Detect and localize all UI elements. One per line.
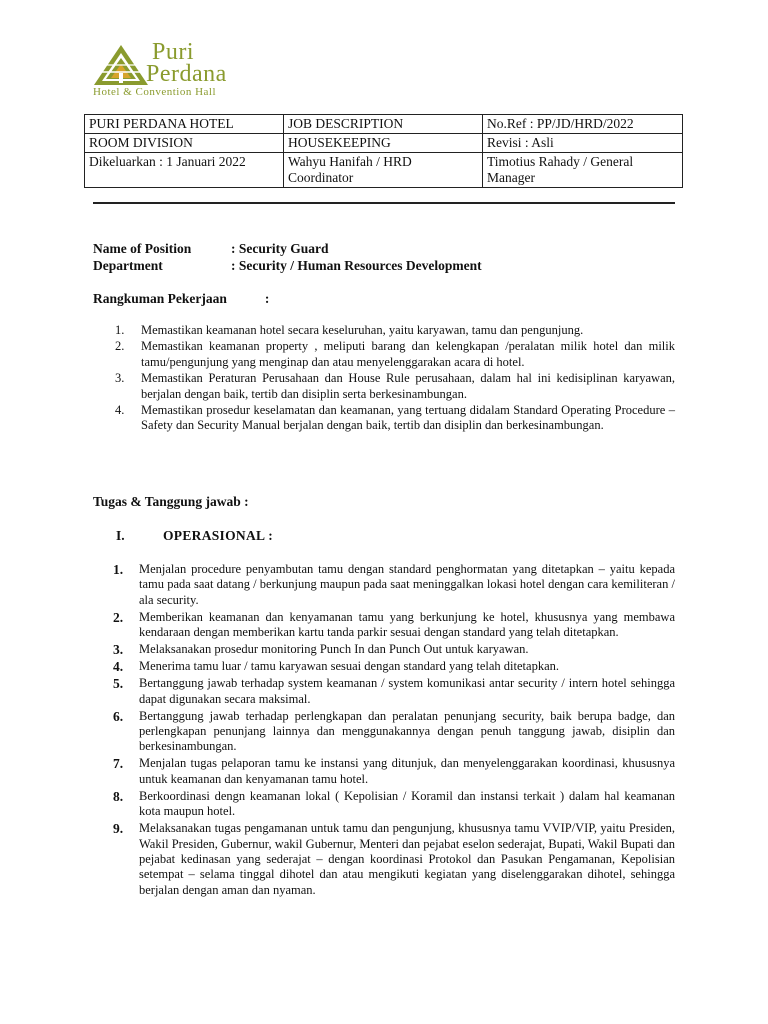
list-item: [93, 610, 675, 641]
list-item: [93, 339, 675, 370]
table-cell: Wahyu Hanifah / HRD Coordinator: [284, 153, 483, 188]
list-item-number: 4.: [113, 659, 124, 675]
department-field: [93, 258, 482, 274]
list-item: [93, 562, 675, 608]
table-cell: No.Ref : PP/JD/HRD/2022: [483, 115, 683, 134]
table-cell: HOUSEKEEPING: [284, 134, 483, 153]
summary-heading-colon: :: [264, 291, 270, 306]
list-item: [93, 676, 675, 707]
list-item-number: 5.: [113, 676, 124, 692]
list-item-text: Memberikan keamanan dan kenyamanan tamu yang berkunjung ke hotel, khususnya yang membawa kendaraan dengan memberikan kartu tanda parkir sesuai dengan standard yang telah ditetapkan.: [139, 609, 675, 640]
hotel-logo: [92, 40, 257, 102]
list-item: [93, 371, 675, 402]
duties-list: [93, 562, 675, 900]
list-item-number: 3.: [113, 642, 124, 658]
document-header-table: [84, 114, 683, 188]
list-item: [93, 642, 675, 657]
list-item: [93, 789, 675, 820]
list-item: [93, 403, 675, 434]
duties-heading: Tugas & Tanggung jawab :: [93, 494, 249, 509]
list-item-text: Menjalan procedure penyambutan tamu dengan standard penghormatan yang ditetapkan – yaitu kepada tamu pada saat datang / berkunjung maupun pada saat meninggalkan lokasi hotel dengan cara kemiliteran / ala security.: [139, 562, 675, 607]
logo-brand-line2: Perdana: [146, 61, 227, 87]
position-value: : Security Guard: [231, 241, 329, 256]
table-cell: ROOM DIVISION: [85, 134, 284, 153]
list-item-number: 3.: [115, 371, 125, 386]
table-row: [85, 153, 683, 188]
list-item: [93, 756, 675, 787]
list-item-number: 8.: [113, 788, 124, 804]
position-field: [93, 241, 329, 257]
header-divider: [93, 202, 675, 204]
list-item-number: 7.: [113, 756, 124, 772]
table-row: [85, 134, 683, 153]
list-item-text: Bertanggung jawab terhadap system keamanan / system komunikasi antar security / intern hotel sehingga dapat digunakan secara maksimal.: [139, 676, 675, 706]
list-item-text: Menjalan tugas pelaporan tamu ke instansi yang ditunjuk, dan menyelenggarakan koordinasi, khususnya untuk keamanan dan kenyamanan tamu hotel.: [139, 756, 675, 786]
table-cell: JOB DESCRIPTION: [284, 115, 483, 134]
department-value: : Security / Human Resources Development: [231, 258, 482, 273]
list-item: [93, 821, 675, 898]
list-item-text: Menerima tamu luar / tamu karyawan sesuai dengan standard yang telah ditetapkan.: [139, 659, 559, 674]
logo-brand-line1: Puri: [152, 39, 195, 65]
summary-heading-text: Rangkuman Pekerjaan: [93, 291, 227, 306]
list-item-text: Melaksanakan prosedur monitoring Punch In dan Punch Out untuk karyawan.: [139, 642, 529, 657]
summary-list: [93, 323, 675, 435]
list-item-number: 4.: [115, 403, 125, 418]
list-item-number: 1.: [113, 562, 124, 577]
list-item: [93, 659, 675, 674]
table-cell: Timotius Rahady / General Manager: [483, 153, 683, 188]
list-item-number: 2.: [113, 609, 124, 625]
table-cell: Revisi : Asli: [483, 134, 683, 153]
section-title: OPERASIONAL :: [163, 528, 274, 543]
summary-heading: [93, 291, 269, 307]
list-item-number: 1.: [115, 323, 125, 337]
logo-emblem-icon: [92, 43, 150, 87]
table-cell: Dikeluarkan : 1 Januari 2022: [85, 153, 284, 188]
list-item-text: Berkoordinasi dengn keamanan lokal ( Kepolisian / Koramil dan instansi terkait ) dalam hal keamanan kota maupun hotel.: [139, 788, 675, 819]
table-cell: PURI PERDANA HOTEL: [85, 115, 284, 134]
list-item-text: Melaksanakan tugas pengamanan untuk tamu dan pengunjung, khususnya tamu VVIP/VIP, yaitu Presiden, Wakil Presiden, Gubernur, wakil Gubernur, Menteri dan pejabat eselon sederajat, Bupati, Wakil Bupati dan pejabat kedinasan yang sederajat – dengan koordinasi Protokol dan Pasukan Pengamanan, Kepolisian setempat – selama tinggal dihotel dan atau mengikuti kegiatan yang diselenggarakan dihotel, sehingga berjalan dengan aman dan nyaman.: [139, 821, 675, 897]
list-item: [93, 323, 675, 338]
section-number: I.: [116, 528, 125, 543]
table-row: [85, 115, 683, 134]
department-label: Department: [93, 258, 163, 273]
list-item-text: Memastikan keamanan property , meliputi barang dan kelengkapan /peralatan milik hotel dan milik tamu/pengunjung yang menginap dan atau menyelenggarakan acara di hotel.: [141, 339, 675, 369]
list-item-text: Memastikan prosedur keselamatan dan keamanan, yang tertuang didalam Standard Operating Procedure – Safety dan Security Manual berjalan dengan baik, tertib dan disiplin dan berkesinambungan.: [141, 403, 675, 433]
list-item-text: Memastikan keamanan hotel secara keseluruhan, yaitu karyawan, tamu dan pengunjung.: [141, 323, 584, 337]
list-item-number: 6.: [113, 708, 124, 724]
list-item-text: Memastikan Peraturan Perusahaan dan House Rule perusahaan, dalam hal ini kedisiplinan karyawan, berjalan dengan baik, tertib dan disiplin serta berkesinambungan.: [141, 371, 675, 401]
logo-tagline: Hotel & Convention Hall: [93, 86, 217, 98]
list-item-number: 2.: [115, 339, 125, 354]
list-item: [93, 709, 675, 755]
list-item-text: Bertanggung jawab terhadap perlengkapan dan peralatan penunjang security, baik berupa badge, dan perlengkapan penunjang lainnya dan menggunakannya dengan penuh tanggung jawab, disiplin dan berkesinambungan.: [139, 708, 675, 754]
list-item-number: 9.: [113, 821, 124, 837]
position-label: Name of Position: [93, 241, 192, 256]
